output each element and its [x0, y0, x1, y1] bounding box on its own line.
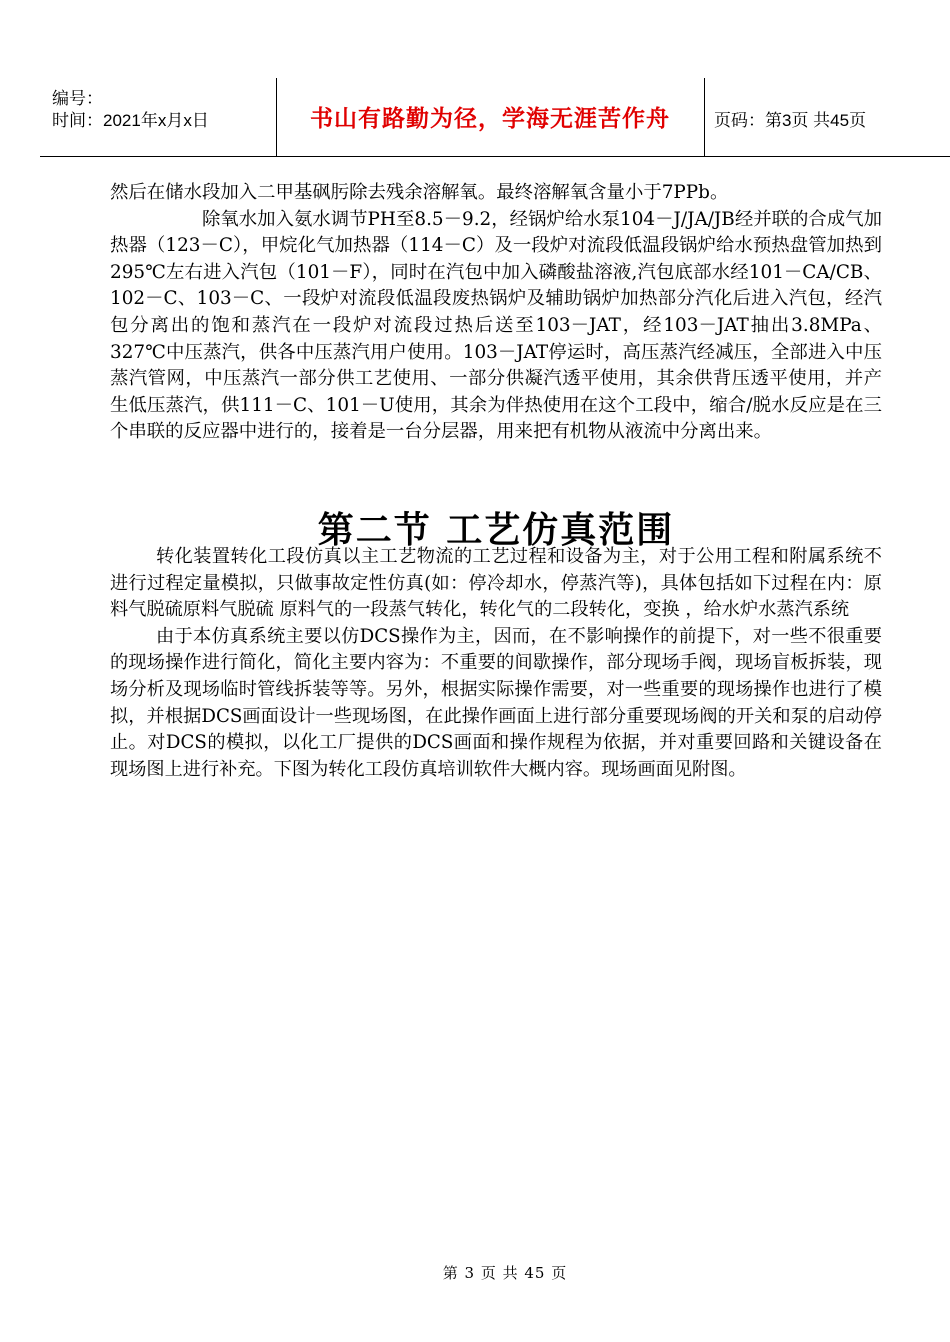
section2-paragraph-2: 由于本仿真系统主要以仿DCS操作为主，因而，在不影响操作的前提下，对一些不很重要的现场操作进行简化，简化主要内容为：不重要的间歇操作，部分现场手阀，现场盲板拆装，现场分析及现场临时管线拆装等等。另外，根据实际操作需要，对一些重要的现场操作也进行了模拟，并根据DCS画面设计一些现场图，在此操作画面上进行部分重要现场阀的开关和泵的启动停止。对DCS的模拟，以化工厂提供的DCS画面和操作规程为依据，并对重要回路和关键设备在现场图上进行补充。下图为转化工段仿真培训软件大概内容。现场画面见附图。	[110, 625, 882, 780]
header-page-cell	[704, 78, 950, 156]
header-motto-cell	[276, 78, 705, 156]
section1-paragraph-2: 除氧水加入氨水调节PH至8.5－9.2，经锅炉给水泵104－J/JA/JB经并联的合成气加热器（123－C），甲烷化气加热器（114－C）及一段炉对流段低温段锅炉给水预热盘管加热到295℃左右进入汽包（101－F），同时在汽包中加入磷酸盐溶液,汽包底部水经101－CA/CB、102－C、103－C、一段炉对流段低温段废热锅炉及辅助锅炉加热部分汽化后进入汽包，经汽包分离出的饱和蒸汽在一段炉对流段过热后送至103－JAT，经103－JAT抽出3.8MPa、327℃中压蒸汽，供各中压蒸汽用户使用。103－JAT停运时，高压蒸汽经减压，全部进入中压蒸汽管网，中压蒸汽一部分供工艺使用、一部分供凝汽透平使用，其余供背压透平使用，并产生低压蒸汽，供111－C、101－U使用，其余为伴热使用在这个工段中，缩合/脱水反应是在三个串联的反应器中进行的，接着是一台分层器，用来把有机物从液流中分离出来。	[110, 208, 882, 443]
header-info-cell	[40, 78, 277, 156]
section2-paragraph-1: 转化装置转化工段仿真以主工艺物流的工艺过程和设备为主，对于公用工程和附属系统不进行过程定量模拟，只做事故定性仿真(如：停冷却水，停蒸汽等)，具体包括如下过程在内：原料气脱硫原料气脱硫 原料气的一段蒸气转化，转化气的二段转化，变换 ，给水炉水蒸汽系统	[110, 546, 882, 621]
section1-body	[110, 180, 882, 446]
page-header	[40, 78, 950, 157]
section2-body	[110, 544, 882, 783]
time-label: 时间：2021年x月x日	[52, 111, 209, 130]
section1-paragraph-1: 然后在储水段加入二甲基砜肟除去残余溶解氧。最终溶解氧含量小于7PPb。	[110, 182, 729, 203]
page-footer: 第 3 页 共 45 页	[442, 1264, 568, 1282]
doc-number-label: 编号：	[52, 89, 103, 108]
motto-text: 书山有路勤为径，学海无涯苦作舟	[310, 106, 670, 132]
header-page-label: 页码：第3页 共45页	[714, 111, 867, 130]
section2-heading: 第二节 工艺仿真范围	[317, 510, 675, 551]
